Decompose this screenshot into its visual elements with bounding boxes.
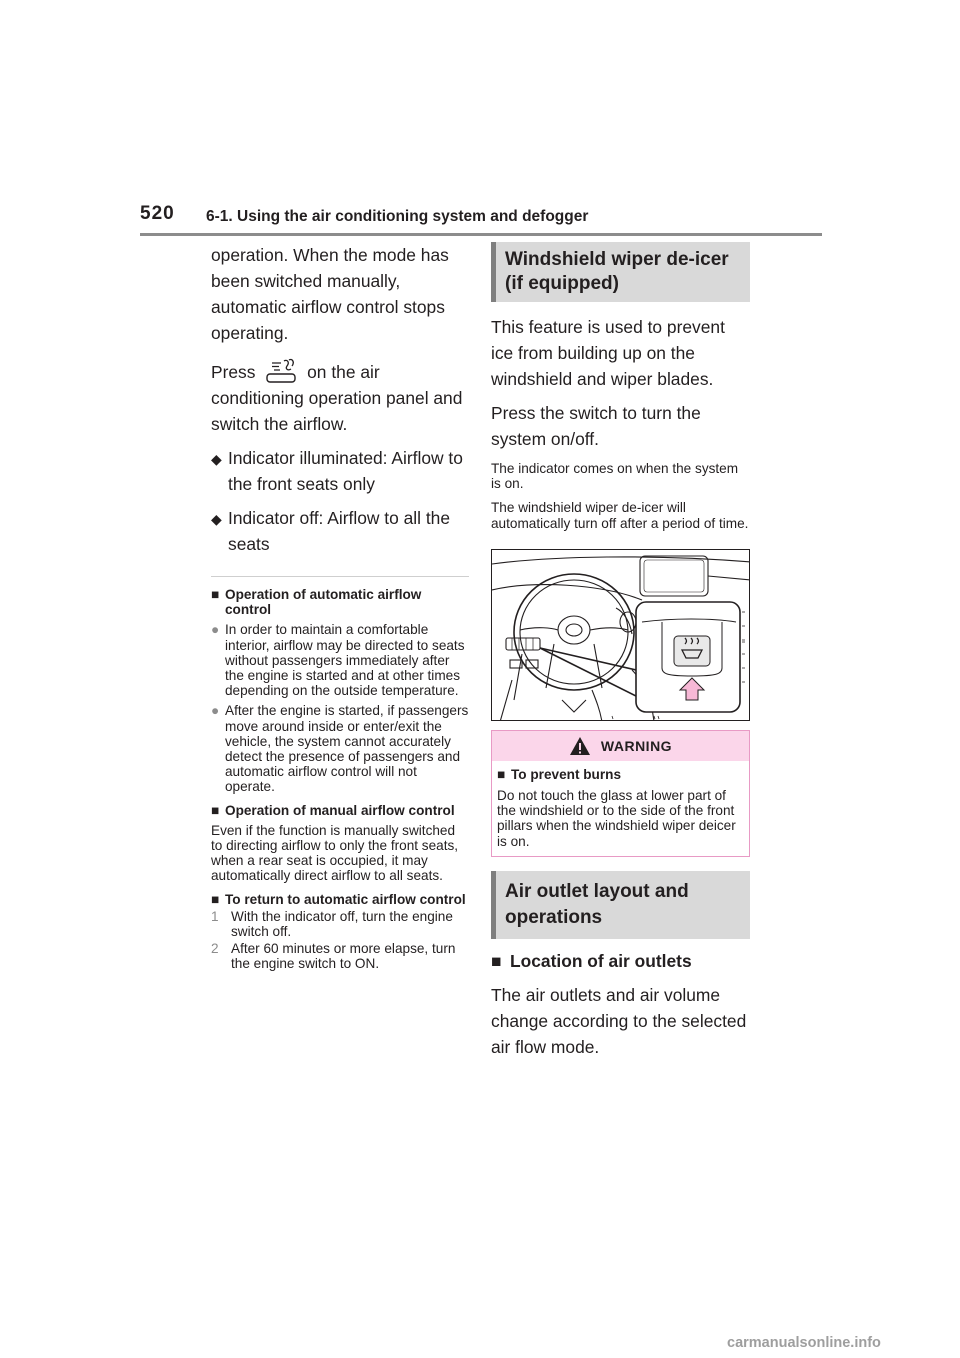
manual-airflow-text: Even if the function is manually switched to directing airflow to only the front seats, when a rear seat is occupied, it may automatically direct airflow to all seats. (211, 822, 459, 884)
diamond-bullet-icon: ◆ (211, 451, 222, 467)
deicer-paragraph: Press the switch to turn the system on/off. (491, 403, 701, 449)
step-text: With the indicator off, turn the engine switch off. (231, 908, 453, 940)
manual-airflow-heading (211, 803, 469, 818)
circle-bullet-icon: ● (211, 622, 220, 638)
warning-text: Do not touch the glass at lower part of the windshield or to the side of the front pillars when the windshield wiper deicer is on. (497, 788, 736, 849)
step-number: 1 (211, 908, 219, 924)
deicer-note: The indicator comes on when the system is on. (491, 461, 739, 492)
step-item (211, 909, 469, 939)
indicator-bullet (211, 445, 469, 497)
section-title: 6-1. Using the air conditioning system and defogger (206, 208, 589, 225)
indicator-bullet (211, 505, 469, 557)
step-number: 2 (211, 941, 219, 957)
press-paragraph (211, 358, 469, 437)
dashboard-illustration (492, 550, 750, 721)
page-number: 520 (140, 203, 175, 224)
deicer-section-title: Windshield wiper de-icer (if equipped) (491, 242, 750, 302)
square-bullet-icon: ■ (211, 891, 220, 907)
square-bullet-icon: ■ (211, 587, 220, 602)
divider (211, 576, 469, 577)
heading-text: To return to automatic airflow control (225, 891, 466, 907)
step-text: After 60 minutes or more elapse, turn the engine switch to ON. (231, 941, 456, 972)
location-heading (491, 948, 750, 974)
auto-airflow-item (211, 703, 469, 794)
right-column (491, 242, 750, 1060)
airflow-front-seats-icon (264, 358, 298, 384)
deicer-note: The windshield wiper de-icer will automatically turn off after a period of time. (491, 500, 749, 531)
auto-airflow-item (211, 622, 469, 698)
warning-heading (497, 767, 745, 782)
warning-body (492, 761, 749, 856)
item-text: In order to maintain a comfortable interior, airflow may be directed to seats without passengers immediately after the engine is started and at other times depending on the outside temperature. (225, 622, 465, 699)
square-bullet-icon: ■ (211, 802, 220, 818)
step-item (211, 941, 469, 971)
diamond-bullet-icon: ◆ (211, 511, 222, 527)
intro-paragraph: operation. When the mode has been switched manually, automatic airflow control stops operating. (211, 245, 449, 343)
circle-bullet-icon: ● (211, 703, 220, 719)
heading-text: To prevent burns (511, 766, 622, 782)
item-text: After the engine is started, if passengers move around inside or enter/exit the vehicle, the system cannot accurately detect the presence of passengers and automatic airflow control will not operate. (225, 703, 469, 795)
heading-text: Operation of manual airflow control (225, 802, 455, 818)
deicer-switch-illustration (491, 549, 750, 721)
bullet-text: Indicator off: Airflow to all the seats (228, 508, 451, 554)
press-after-text: on the air conditioning operation panel and switch the airflow. (211, 362, 463, 434)
page-header (140, 203, 822, 237)
location-text: The air outlets and air volume change according to the selected air flow mode. (491, 984, 747, 1057)
header-rule (140, 233, 822, 236)
warning-box (491, 730, 750, 857)
warning-header (492, 731, 749, 761)
auto-airflow-heading (211, 587, 469, 617)
warning-label: WARNING (600, 737, 673, 754)
square-bullet-icon: ■ (497, 766, 506, 782)
watermark: carmanualsonline.info (727, 1335, 881, 1351)
press-before-text: Press (211, 362, 256, 382)
heading-text: Operation of automatic airflow control (225, 587, 422, 618)
left-column (211, 242, 469, 972)
bullet-text: Indicator illuminated: Airflow to the front seats only (228, 448, 463, 494)
air-outlet-section-title: Air outlet layout and operations (491, 871, 750, 939)
square-bullet-icon: ■ (491, 950, 502, 971)
heading-text: Location of air outlets (510, 950, 692, 971)
warning-triangle-icon (569, 736, 591, 756)
deicer-paragraph: This feature is used to prevent ice from building up on the windshield and wiper blades. (491, 317, 725, 389)
return-auto-heading (211, 892, 469, 907)
